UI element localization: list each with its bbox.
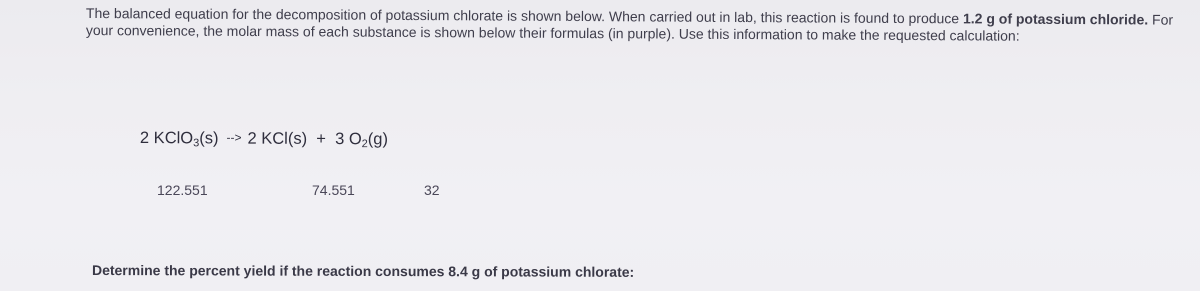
product2-state: (g) [367,130,389,149]
molar-mass-kcl: 74.551 [312,182,355,198]
reactant-subscript: 3 [193,137,200,150]
intro-text-start: The balanced equation for the decomposition of potassium chlorate is shown below. When carried out in lab, this reaction is found to produce [85,5,964,27]
molar-mass-kclo3: 122.551 [157,182,208,198]
product2-formula: 3 O [335,130,362,149]
molar-mass-o2: 32 [424,182,440,198]
chemical-equation [140,129,388,149]
reactant-formula: 2 KClO [139,129,194,148]
reactant-state: (s) [199,129,219,148]
intro-paragraph [86,5,1176,46]
product1-formula: 2 KCl(s) [247,129,308,148]
reaction-arrow: --> [226,130,242,145]
product2-subscript: 2 [361,138,368,151]
intro-text-bold: 1.2 g of potassium chloride. [962,10,1149,28]
question-text: Determine the percent yield if the reaction consumes 8.4 g of potassium chlorate: [91,262,635,280]
plus-sign: + [316,129,326,148]
intro-text-end: For your convenience, the molar mass of each substance is shown below their formulas (in purple). Use this information to make the requested calculation: [85,11,1174,44]
